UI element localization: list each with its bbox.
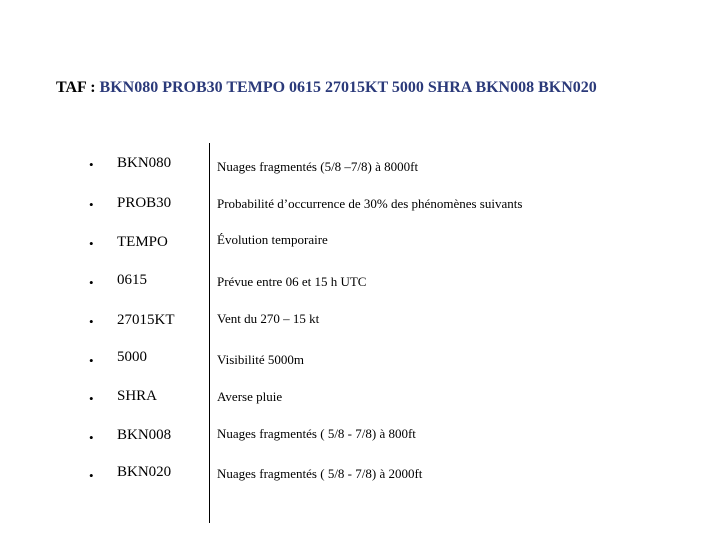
item-code-prob30: PROB30 — [117, 195, 172, 211]
bullet-7: • — [89, 391, 94, 406]
item-code-bkn020: BKN020 — [117, 464, 172, 480]
bullet-2: • — [89, 197, 94, 212]
item-desc-prob30: Probabilité d’occurrence de 30% des phénomènes suivants — [217, 196, 523, 211]
item-code-tempo: TEMPO — [117, 234, 168, 250]
bullet-8: • — [89, 430, 94, 445]
item-code-bkn008: BKN008 — [117, 427, 172, 443]
bullet-9: • — [89, 468, 94, 483]
bullet-1: • — [89, 157, 94, 172]
bullet-4: • — [89, 275, 94, 290]
bullet-5: • — [89, 314, 94, 329]
item-desc-bkn020: Nuages fragmentés ( 5/8 - 7/8) à 2000ft — [217, 466, 423, 481]
item-code-bkn080: BKN080 — [117, 155, 172, 171]
bullet-3: • — [89, 236, 94, 251]
item-desc-shra: Averse pluie — [217, 389, 283, 404]
item-desc-bkn008: Nuages fragmentés ( 5/8 - 7/8) à 800ft — [217, 426, 416, 441]
item-code-0615: 0615 — [117, 272, 147, 288]
title-taf-code: BKN080 PROB30 TEMPO 0615 27015KT 5000 SHRA BKN008 BKN020 — [99, 79, 597, 96]
item-desc-27015kt: Vent du 270 – 15 kt — [217, 311, 320, 326]
column-divider — [209, 143, 210, 523]
item-desc-bkn080: Nuages fragmentés (5/8 –7/8) à 8000ft — [217, 159, 419, 174]
page-title — [56, 79, 597, 97]
item-desc-0615: Prévue entre 06 et 15 h UTC — [217, 274, 367, 289]
item-code-27015kt: 27015KT — [117, 312, 175, 328]
item-desc-5000: Visibilité 5000m — [217, 352, 304, 367]
title-prefix: TAF : — [56, 79, 100, 96]
item-code-5000: 5000 — [117, 349, 147, 365]
item-code-shra: SHRA — [117, 388, 158, 404]
bullet-6: • — [89, 353, 94, 368]
item-desc-tempo: Évolution temporaire — [217, 232, 328, 247]
